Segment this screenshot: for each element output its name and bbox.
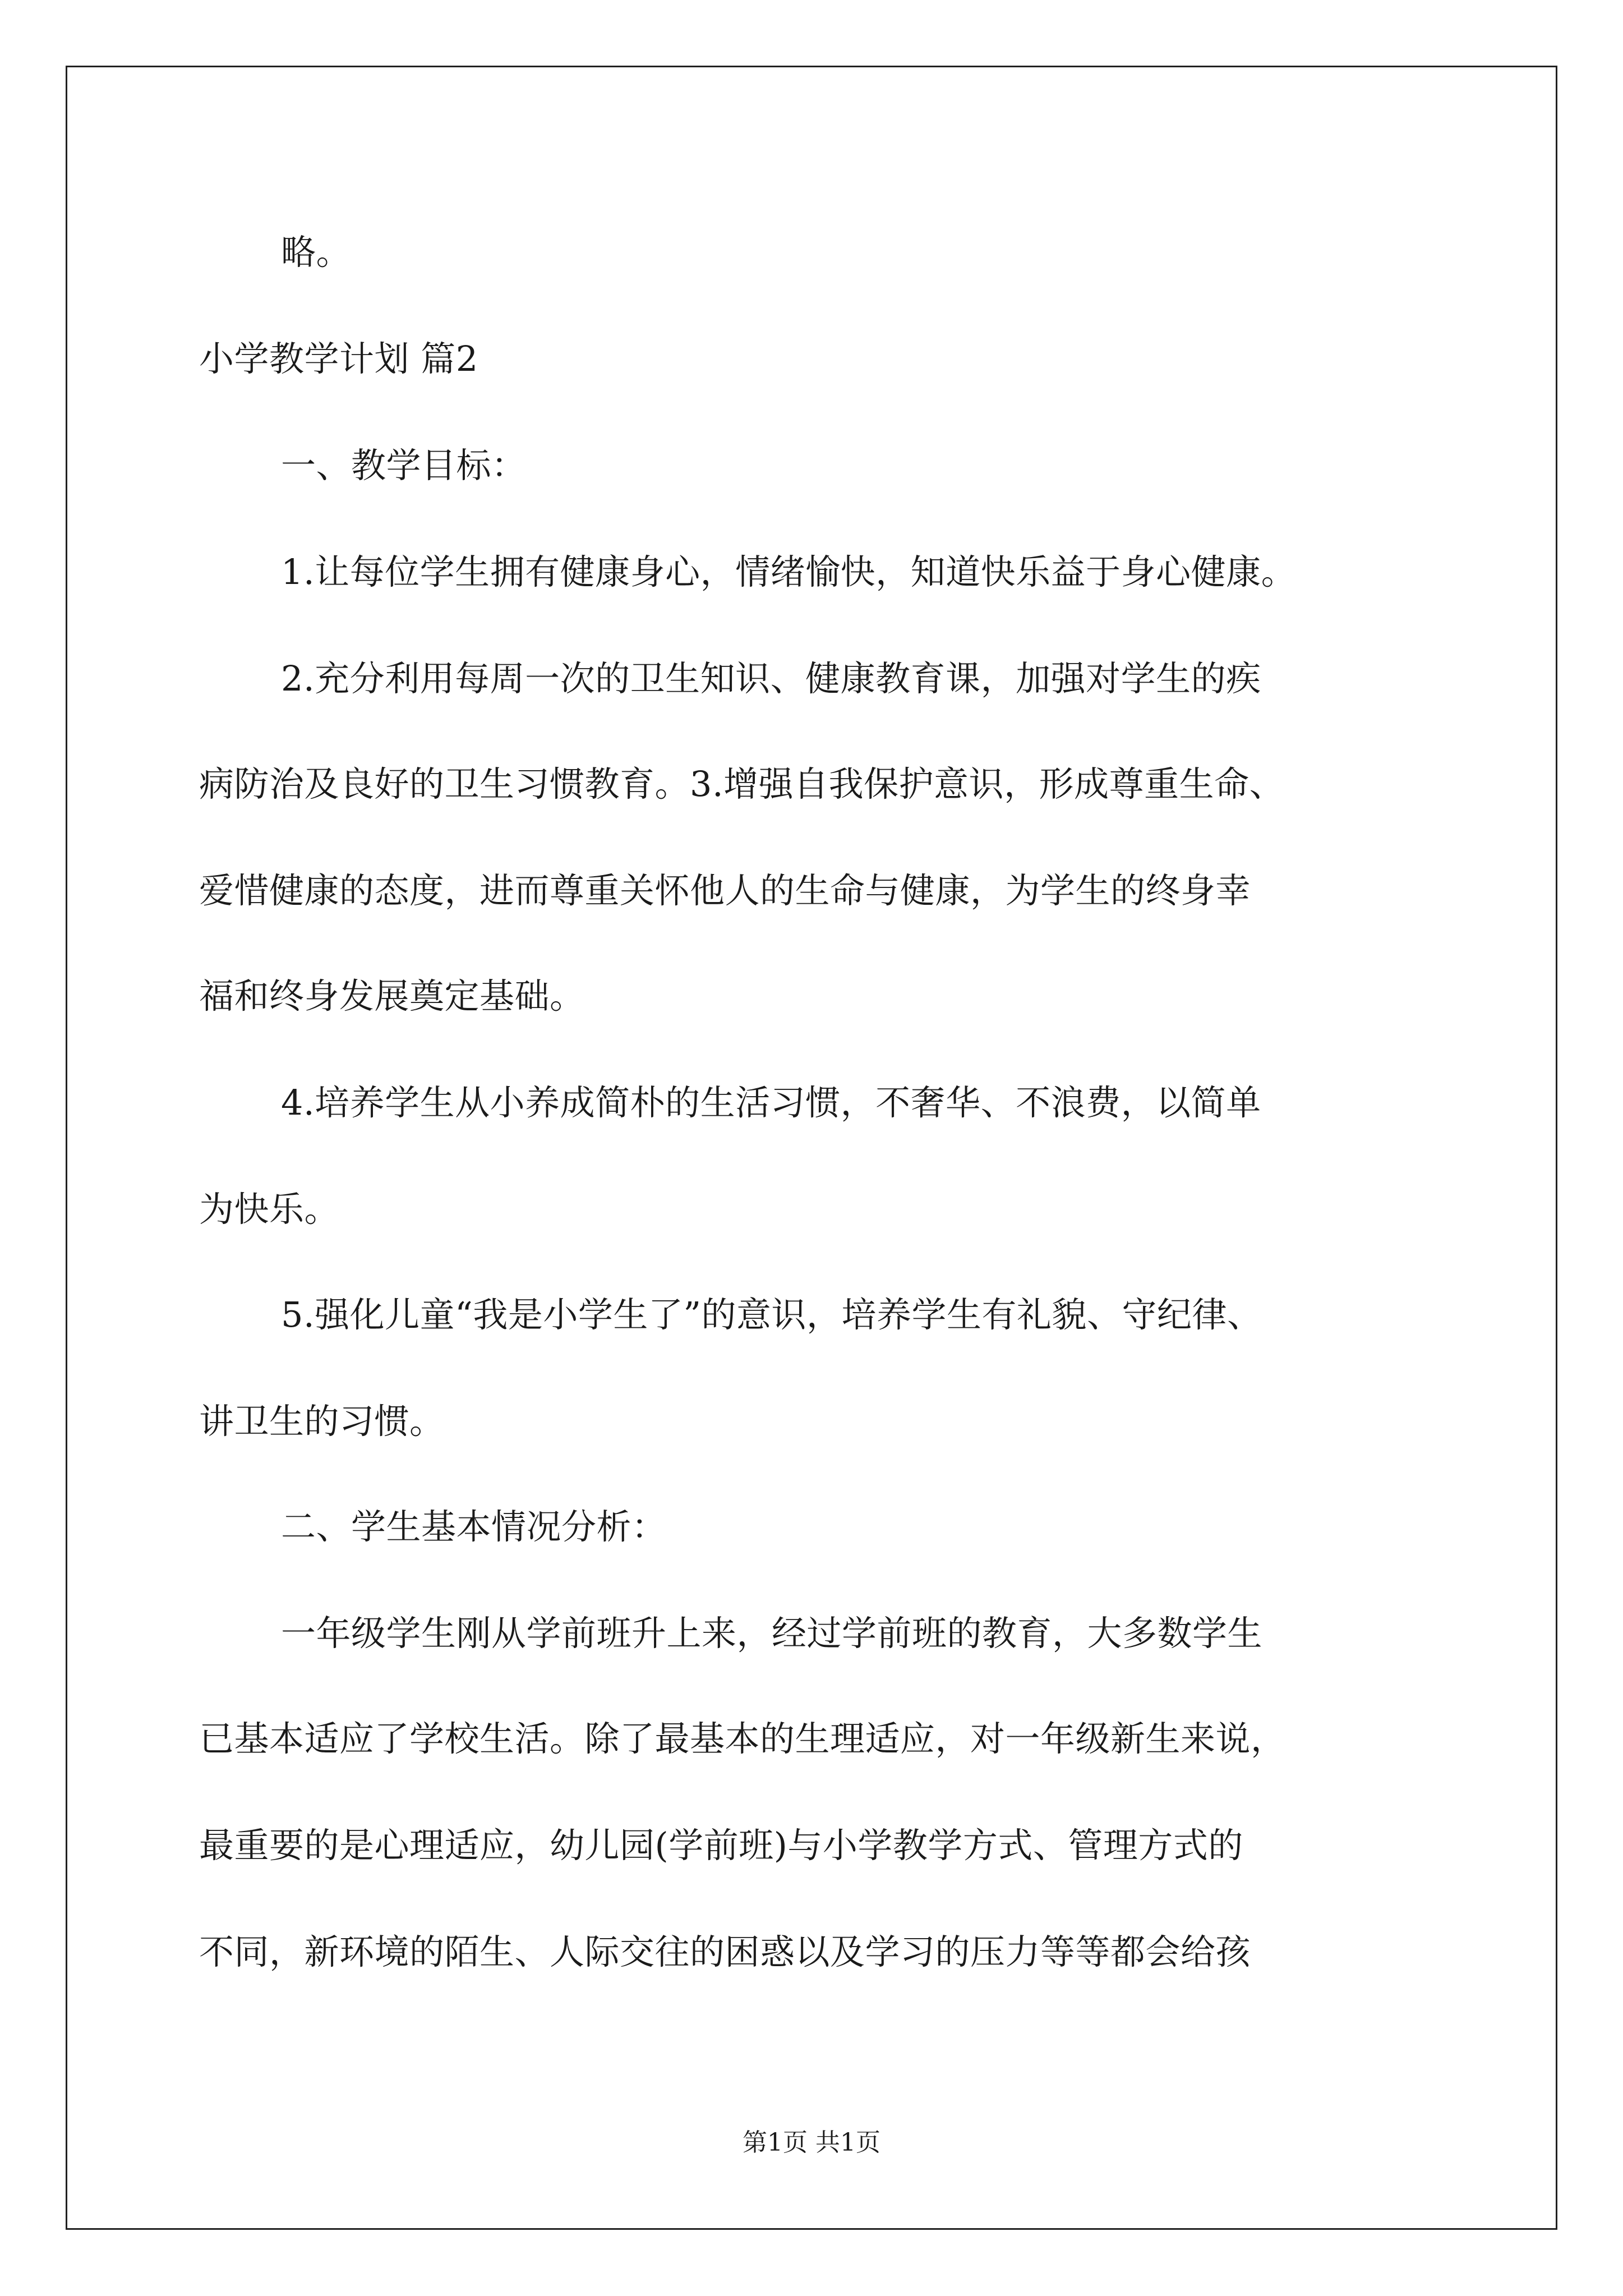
paragraph-line: 已基本适应了学校生活。除了最基本的生理适应，对一年级新生来说， xyxy=(199,1718,1286,1759)
paragraph-line: 福和终身发展奠定基础。 xyxy=(199,976,585,1016)
page-border xyxy=(66,66,1557,2230)
paragraph-line: 讲卫生的习惯。 xyxy=(199,1401,445,1442)
subheading: 二、学生基本情况分析： xyxy=(281,1506,667,1547)
paragraph-line: 爱惜健康的态度，进而尊重关怀他人的生命与健康，为学生的终身幸 xyxy=(199,870,1251,911)
page-footer: 第1页 共1页 xyxy=(743,2128,880,2157)
paragraph-line: 为快乐。 xyxy=(199,1189,340,1230)
paragraph-line: 一年级学生刚从学前班升上来，经过学前班的教育，大多数学生 xyxy=(281,1613,1263,1654)
paragraph-line: 5.强化儿童“我是小学生了”的意识，培养学生有礼貌、守纪律、 xyxy=(281,1294,1262,1335)
paragraph-line: 1.让每位学生拥有健康身心，情绪愉快，知道快乐益于身心健康。 xyxy=(281,551,1297,592)
paragraph-line: 最重要的是心理适应，幼儿园(学前班)与小学教学方式、管理方式的 xyxy=(199,1825,1243,1866)
subheading: 一、教学目标： xyxy=(281,445,527,486)
paragraph-line: 略。 xyxy=(281,232,352,273)
paragraph-line: 不同，新环境的陌生、人际交往的困惑以及学习的压力等等都会给孩 xyxy=(199,1931,1251,1972)
paragraph-line: 病防治及良好的卫生习惯教育。3.增强自我保护意识，形成尊重生命、 xyxy=(199,763,1285,804)
paragraph-line: 4.培养学生从小养成简朴的生活习惯，不奢华、不浪费，以简单 xyxy=(281,1082,1261,1123)
paragraph-line: 2.充分利用每周一次的卫生知识、健康教育课，加强对学生的疾 xyxy=(281,658,1261,699)
section-heading: 小学教学计划 篇2 xyxy=(199,338,478,379)
